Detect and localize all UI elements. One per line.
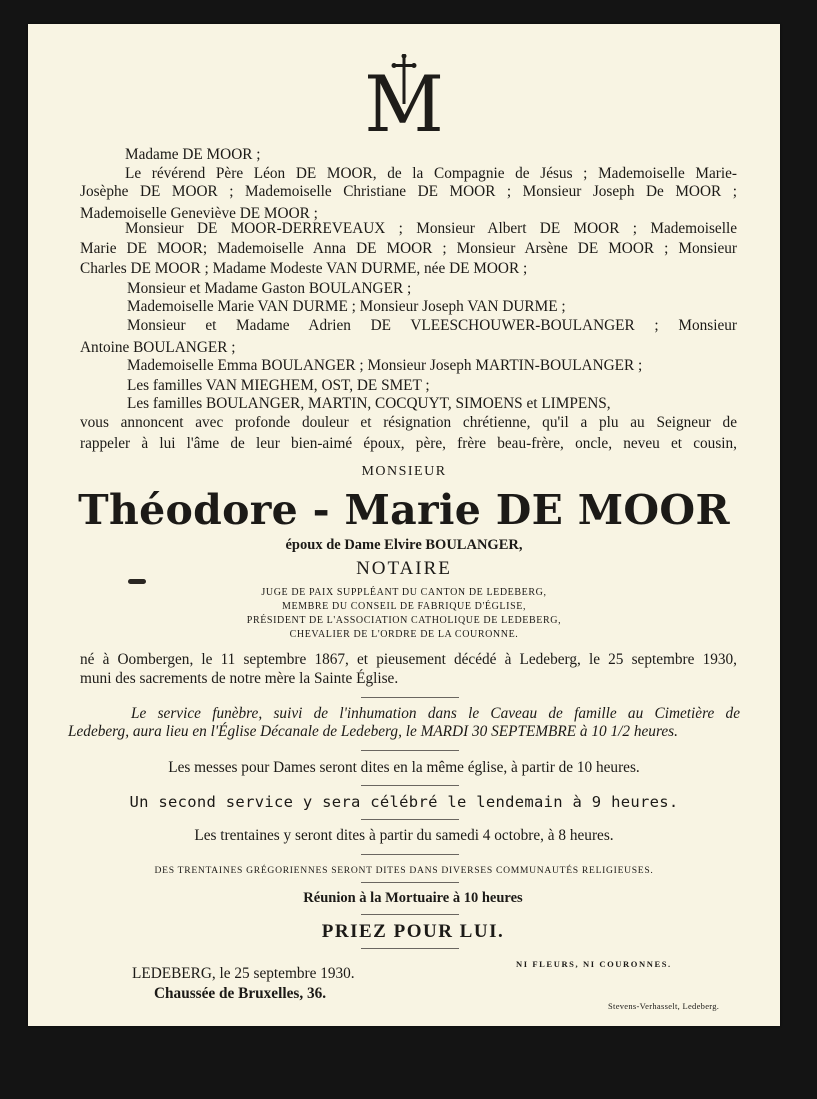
divider (361, 882, 459, 883)
masses-line: Les messes pour Dames seront dites en la même église, à partir de 10 heures. (168, 759, 640, 776)
no-flowers-note: NI FLEURS, NI COURONNES. (516, 959, 672, 969)
address: Chaussée de Bruxelles, 36. (154, 985, 327, 1002)
family-line-14: Les familles BOULANGER, MARTIN, COCQUYT, SIMOENS et LIMPENS, (127, 395, 611, 412)
family-line-3: Josèphe DE MOOR ; Mademoiselle Christiane DE MOOR ; Monsieur Joseph De MOOR ; (80, 183, 737, 200)
divider (361, 819, 459, 820)
family-line-15: vous annoncent avec profonde douleur et résignation chrétienne, qu'il a plu au Seigneur de (80, 414, 737, 431)
birth-death-line: né à Oombergen, le 11 septembre 1867, et pieusement décédé à Ledeberg, le 25 septembre 1930, (80, 651, 737, 668)
trentaines-line: Les trentaines y seront dites à partir du samedi 4 octobre, à 8 heures. (194, 827, 614, 844)
family-line-7: Charles DE MOOR ; Madame Modeste VAN DURME, née DE MOOR ; (80, 260, 528, 277)
role-line-3: PRÉSIDENT DE L'ASSOCIATION CATHOLIQUE DE LEDEBERG, (246, 615, 562, 626)
family-line-13: Les familles VAN MIEGHEM, OST, DE SMET ; (127, 377, 430, 394)
divider (361, 785, 459, 786)
family-line-6: Marie DE MOOR; Mademoiselle Anna DE MOOR ; Monsieur Arsène DE MOOR ; Monsieur (80, 240, 737, 257)
family-line-11: Antoine BOULANGER ; (80, 339, 236, 356)
family-line-10: Monsieur et Madame Adrien DE VLEESCHOUWER-BOULANGER ; Monsieur (127, 317, 737, 334)
role-line-1: JUGE DE PAIX SUPPLÉANT DU CANTON DE LEDEBERG, (261, 587, 547, 598)
monogram-letter: M (364, 60, 444, 150)
divider (361, 854, 459, 855)
divider (361, 697, 459, 698)
second-service-line: Un second service y sera célébré le lendemain à 9 heures. (129, 793, 679, 811)
reunion-line: Réunion à la Mortuaire à 10 heures (303, 890, 523, 906)
role-line-4: CHEVALIER DE L'ORDRE DE LA COURONNE. (289, 629, 519, 640)
sacraments-line: muni des sacrements de notre mère la Sainte Église. (80, 670, 399, 687)
family-line-8: Monsieur et Madame Gaston BOULANGER ; (127, 280, 412, 297)
role-line-2: MEMBRE DU CONSEIL DE FABRIQUE D'ÉGLISE, (281, 601, 527, 612)
deceased-profession: NOTAIRE (356, 558, 452, 579)
printer-credit: Stevens-Verhasselt, Ledeberg. (608, 1001, 720, 1011)
family-line-5: Monsieur DE MOOR-DERREVEAUX ; Monsieur Albert DE MOOR ; Mademoiselle (125, 220, 737, 237)
deceased-name: Théodore - Marie DE MOOR (78, 486, 730, 534)
place-date: LEDEBERG, le 25 septembre 1930. (132, 965, 355, 982)
family-line-12: Mademoiselle Emma BOULANGER ; Monsieur Joseph MARTIN-BOULANGER ; (127, 357, 643, 374)
divider (361, 914, 459, 915)
family-line-1: Madame DE MOOR ; (125, 146, 261, 163)
deceased-title: MONSIEUR (361, 464, 447, 479)
family-line-16: rappeler à lui l'âme de leur bien-aimé époux, père, frère beau-frère, oncle, neveu et cousin, (80, 435, 737, 452)
funeral-notice-card (28, 24, 780, 1026)
marian-monogram (358, 54, 450, 150)
prayer-line: PRIEZ POUR LUI. (321, 921, 505, 942)
funeral-service-line-2: Ledeberg, aura lieu en l'Église Décanale de Ledeberg, le MARDI 30 SEPTEMBRE à 10 1/2 heures. (68, 723, 678, 740)
divider (361, 948, 459, 949)
deceased-spouse: époux de Dame Elvire BOULANGER, (285, 537, 523, 553)
family-line-9: Mademoiselle Marie VAN DURME ; Monsieur Joseph VAN DURME ; (127, 298, 566, 315)
family-line-4: Mademoiselle Geneviève DE MOOR ; (80, 205, 318, 222)
gregorian-line: DES TRENTAINES GRÉGORIENNES SERONT DITES DANS DIVERSES COMMUNAUTÉS RELIGIEUSES. (154, 865, 654, 876)
funeral-service-line-1: Le service funèbre, suivi de l'inhumation dans le Caveau de famille au Cimetière de (131, 705, 740, 722)
divider (361, 750, 459, 751)
family-line-2: Le révérend Père Léon DE MOOR, de la Compagnie de Jésus ; Mademoiselle Marie- (125, 165, 737, 182)
